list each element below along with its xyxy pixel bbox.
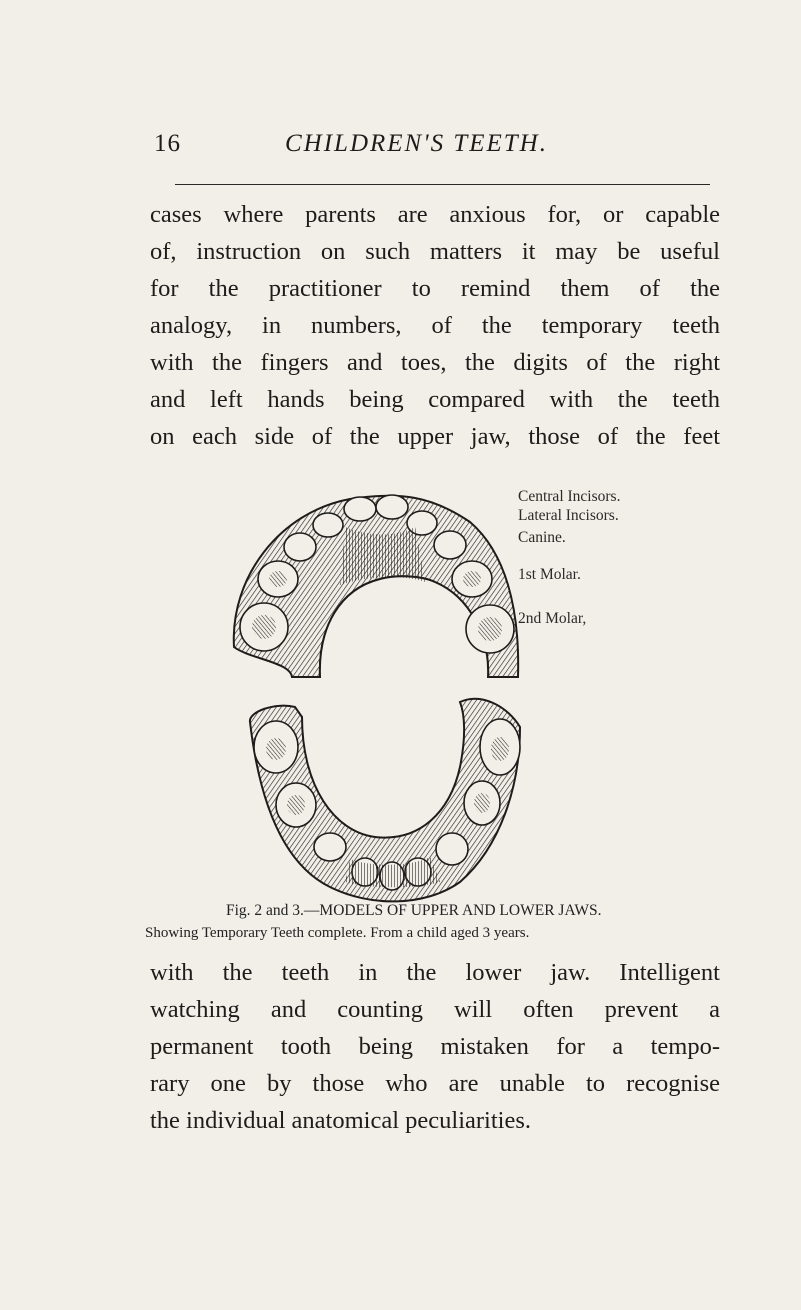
text-line: of, instruction on such matters it may be useful: [150, 238, 720, 265]
label-canine: Canine.: [518, 529, 566, 546]
figure-caption-description: Showing Temporary Teeth complete. From a child aged 3 years.: [145, 925, 530, 941]
text-line: rary one by those who are unable to recognise: [150, 1070, 720, 1097]
text-line: watching and counting will often prevent a: [150, 996, 720, 1023]
text-line: permanent tooth being mistaken for a tempo-: [150, 1033, 720, 1060]
text-line: and left hands being compared with the teeth: [150, 386, 720, 413]
running-title: CHILDREN'S TEETH.: [285, 130, 548, 157]
label-first-molar: 1st Molar.: [518, 566, 581, 583]
lower-jaw-illustration: [250, 699, 520, 902]
label-second-molar: 2nd Molar,: [518, 610, 587, 627]
paragraph-bottom: [150, 954, 720, 1139]
label-lateral-incisors: Lateral Incisors.: [518, 507, 619, 524]
text-line: on each side of the upper jaw, those of the feet: [150, 423, 720, 450]
jaw-models-figure: [220, 487, 720, 907]
paragraph-top: [150, 196, 720, 455]
text-line: with the teeth in the lower jaw. Intelligent: [150, 959, 720, 986]
text-line: for the practitioner to remind them of the: [150, 275, 720, 302]
page-number: 16: [154, 130, 181, 157]
upper-jaw-illustration: [234, 495, 518, 677]
header-rule: [175, 184, 710, 185]
figure-caption-title: Fig. 2 and 3.—MODELS OF UPPER AND LOWER JAWS.: [226, 902, 602, 919]
text-line: cases where parents are anxious for, or capable: [150, 201, 720, 228]
text-line: with the fingers and toes, the digits of the right: [150, 349, 720, 376]
label-central-incisors: Central Incisors.: [518, 488, 621, 505]
text-line: the individual anatomical peculiarities.: [150, 1107, 531, 1134]
page-header: [0, 130, 801, 170]
text-line: analogy, in numbers, of the temporary teeth: [150, 312, 720, 339]
